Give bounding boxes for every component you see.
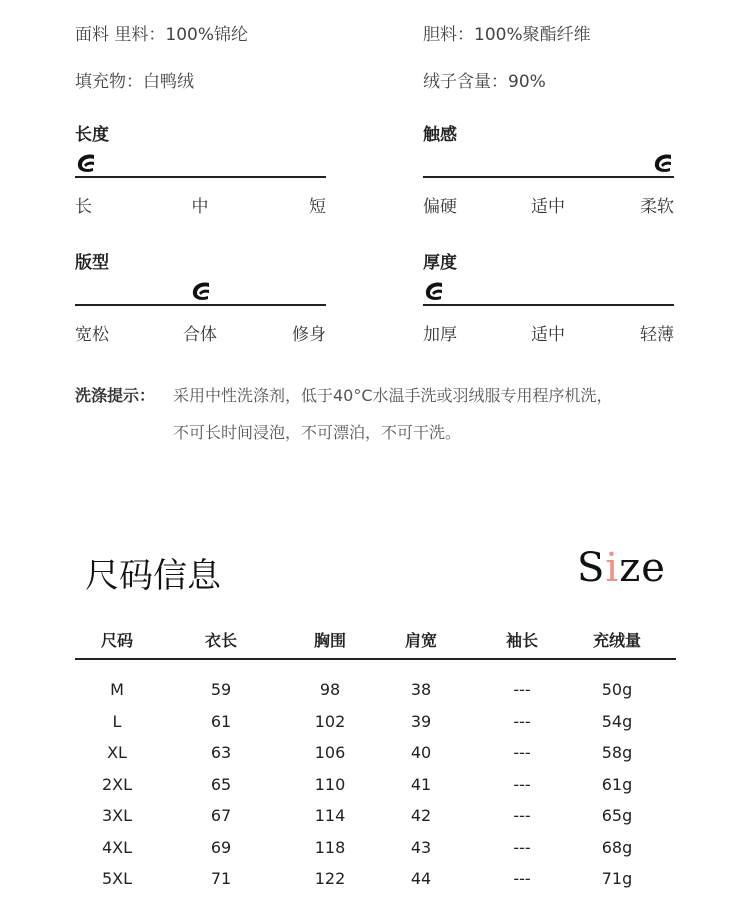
table-cell: --- (513, 806, 531, 825)
scale-line (75, 176, 326, 178)
scale-label: 偏硬 (423, 197, 457, 217)
column-header: 衣长 (204, 631, 238, 650)
table-cell: 61g (601, 774, 633, 794)
wash-text-line1: 采用中性洗涤剂，低于40°C水温手洗或羽绒服专用程序机洗， (173, 386, 613, 405)
scale-label: 长 (75, 197, 92, 217)
column-header: 尺码 (100, 631, 134, 650)
table-cell: 4XL (101, 837, 133, 857)
table-cell: 3XL (101, 806, 133, 825)
table-cell: M (110, 680, 124, 699)
scale-label: 修身 (292, 325, 326, 345)
table-cell: 102 (314, 711, 346, 731)
table-cell: 59 (210, 680, 232, 699)
scale-label: 短 (309, 197, 326, 217)
scale-line (423, 176, 674, 178)
table-cell: 38 (410, 680, 432, 699)
table-cell: 40 (410, 743, 432, 762)
scale-line (423, 304, 674, 306)
table-cell: --- (513, 711, 531, 731)
table-cell: 122 (314, 869, 346, 888)
table-cell: 39 (410, 711, 432, 731)
down-content-info: 绒子含量：90% (423, 72, 546, 92)
table-cell: --- (513, 774, 531, 794)
scale-label: 柔软 (640, 197, 674, 217)
table-cell: --- (513, 680, 531, 699)
table-cell: 118 (314, 837, 346, 857)
scale-label: 轻薄 (640, 325, 674, 345)
table-cell: 65 (210, 774, 232, 794)
table-cell: 50g (601, 680, 633, 699)
table-cell: 61 (210, 711, 232, 731)
table-cell: --- (513, 869, 531, 888)
scale-title: 触感 (423, 125, 457, 145)
wash-label: 洗涤提示： (75, 386, 156, 405)
column-header: 肩宽 (404, 631, 438, 650)
scale-title: 版型 (75, 253, 109, 273)
scale-label: 适中 (531, 197, 565, 217)
scale-label: 中 (191, 197, 209, 217)
table-cell: 71 (210, 869, 232, 888)
table-cell: 41 (410, 774, 432, 794)
marker-icon (652, 152, 674, 174)
filling-info: 填充物：白鸭绒 (75, 72, 194, 92)
table-cell: 2XL (101, 774, 133, 794)
table-cell: 43 (410, 837, 432, 857)
scale-label: 宽松 (75, 325, 109, 345)
scale-title: 厚度 (423, 253, 457, 273)
table-cell: 65g (601, 806, 633, 825)
scale-title: 长度 (75, 125, 109, 145)
table-cell: 67 (210, 806, 232, 825)
fabric-info: 面料 里料：100%锦纶 (75, 25, 249, 45)
table-cell: 68g (601, 837, 633, 857)
table-cell: 110 (314, 774, 346, 794)
table-cell: 71g (601, 869, 633, 888)
marker-icon (423, 280, 445, 302)
column-header: 充绒量 (592, 631, 642, 650)
table-cell: 69 (210, 837, 232, 857)
logo-i: i (605, 545, 620, 591)
column-header: 胸围 (313, 631, 347, 650)
table-cell: 58g (601, 743, 633, 762)
table-cell: 106 (314, 743, 346, 762)
table-cell: 114 (314, 806, 346, 825)
table-header-divider (75, 658, 676, 660)
table-cell: 98 (319, 680, 341, 699)
logo-ze: ze (619, 545, 666, 591)
table-cell: --- (513, 743, 531, 762)
scale-label: 适中 (531, 325, 565, 345)
scale-label: 合体 (183, 325, 217, 345)
table-cell: --- (513, 837, 531, 857)
size-logo (577, 545, 666, 591)
marker-icon (190, 280, 212, 302)
scale-label: 加厚 (423, 325, 457, 345)
table-cell: 42 (410, 806, 432, 825)
lining-info: 胆料：100%聚酯纤维 (423, 25, 591, 45)
column-header: 袖长 (505, 631, 539, 650)
table-cell: 63 (210, 743, 232, 762)
table-cell: XL (107, 743, 127, 762)
scale-line (75, 304, 326, 306)
wash-text-line2: 不可长时间浸泡，不可漂泊，不可干洗。 (173, 423, 462, 442)
table-cell: 44 (410, 869, 432, 888)
size-section-title: 尺码信息 (85, 556, 221, 596)
logo-s: S (577, 545, 606, 591)
table-cell: 5XL (101, 869, 133, 888)
table-cell: L (112, 711, 122, 731)
table-cell: 54g (601, 711, 633, 731)
marker-icon (75, 152, 97, 174)
